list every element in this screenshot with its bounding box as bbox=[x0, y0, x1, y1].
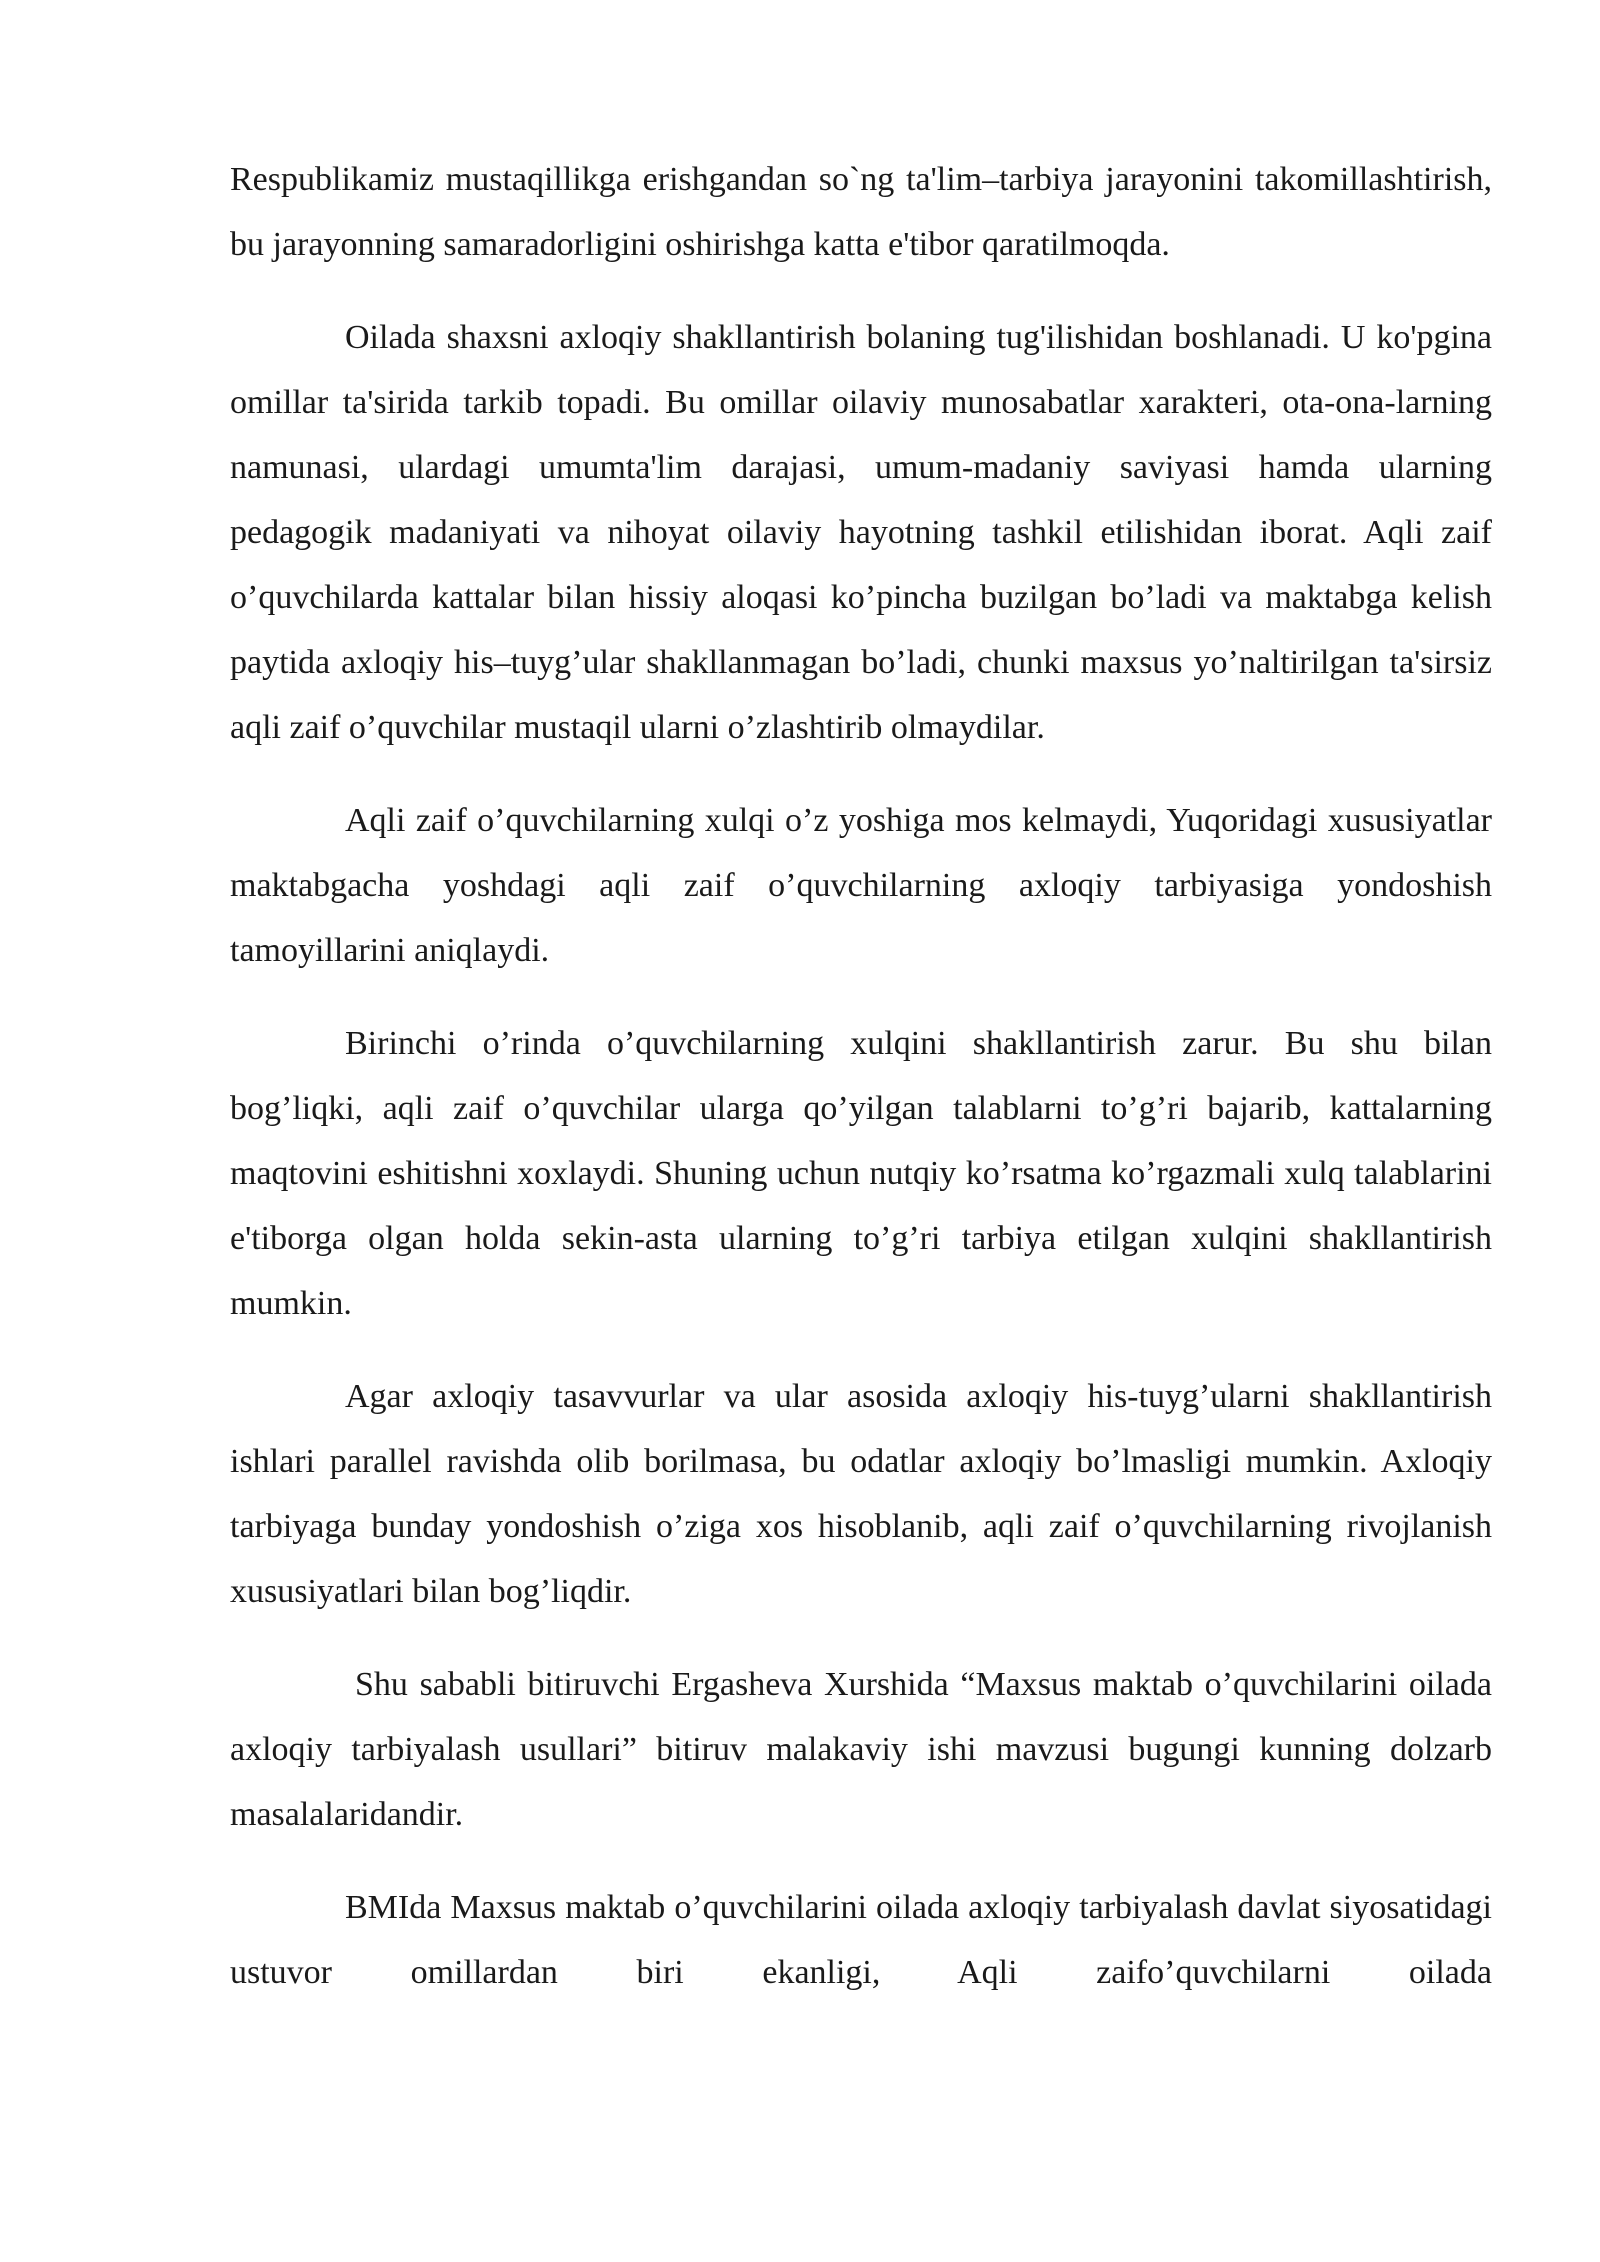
paragraph-5: Agar axloqiy tasavvurlar va ular asosida axloqiy his-tuyg’ularni shakllantirish ishlari parallel ravishda olib borilmasa, bu odatlar axloqiy bo’lmasligi mumkin. Axloqiy tarbiyaga bunday yondoshish o’ziga xos hisoblanib, aqli zaif o’quvchilarning rivojlanish xususiyatlari bilan bog’liqdir. bbox=[230, 1378, 1492, 1610]
paragraph-7: BMIda Maxsus maktab o’quvchilarini oilada axloqiy tarbiyalash davlat siyosatidagi ustuvor omillardan biri ekanligi, Aqli zaifo’quvchilarni oilada bbox=[230, 1889, 1492, 1991]
document-body bbox=[230, 147, 1492, 2033]
paragraph-3: Aqli zaif o’quvchilarning xulqi o’z yoshiga mos kelmaydi, Yuqoridagi xususiyatlar maktabgacha yoshdagi aqli zaif o’quvchilarning axloqiy tarbiyasiga yondoshish tamoyillarini aniqlaydi. bbox=[230, 802, 1492, 969]
paragraph-1: Respublikamiz mustaqillikga erishgandan so`ng ta'lim–tarbiya jarayonini takomillashtirish, bu jarayonning samaradorligini oshirishga katta e'tibor qaratilmoqda. bbox=[230, 161, 1492, 263]
paragraph-2: Oilada shaxsni axloqiy shakllantirish bolaning tug'ilishidan boshlanadi. U ko'pgina omillar ta'sirida tarkib topadi. Bu omillar oilaviy munosabatlar xarakteri, ota-ona-larning namunasi, ulardagi umumta'lim darajasi, umum-madaniy saviyasi hamda ularning pedagogik madaniyati va nihoyat oilaviy hayotning tashkil etilishidan iborat. Aqli zaif o’quvchilarda kattalar bilan hissiy aloqasi ko’pincha buzilgan bo’ladi va maktabga kelish paytida axloqiy his–tuyg’ular shakllanmagan bo’ladi, chunki maxsus yo’naltirilgan ta'sirsiz aqli zaif o’quvchilar mustaqil ularni o’zlashtirib olmaydilar. bbox=[230, 319, 1492, 746]
paragraph-4: Birinchi o’rinda o’quvchilarning xulqini shakllantirish zarur. Bu shu bilan bog’liqki, aqli zaif o’quvchilar ularga qo’yilgan talablarni to’g’ri bajarib, kattalarning maqtovini eshitishni xoxlaydi. Shuning uchun nutqiy ko’rsatma ko’rgazmali xulq talablarini e'tiborga olgan holda sekin-asta ularning to’g’ri tarbiya etilgan xulqini shakllantirish mumkin. bbox=[230, 1025, 1492, 1322]
paragraph-6: Shu sababli bitiruvchi Ergasheva Xurshida “Maxsus maktab o’quvchilarini oilada axloqiy tarbiyalash usullari” bitiruv malakaviy ishi mavzusi bugungi kunning dolzarb masalalaridandir. bbox=[230, 1666, 1492, 1833]
